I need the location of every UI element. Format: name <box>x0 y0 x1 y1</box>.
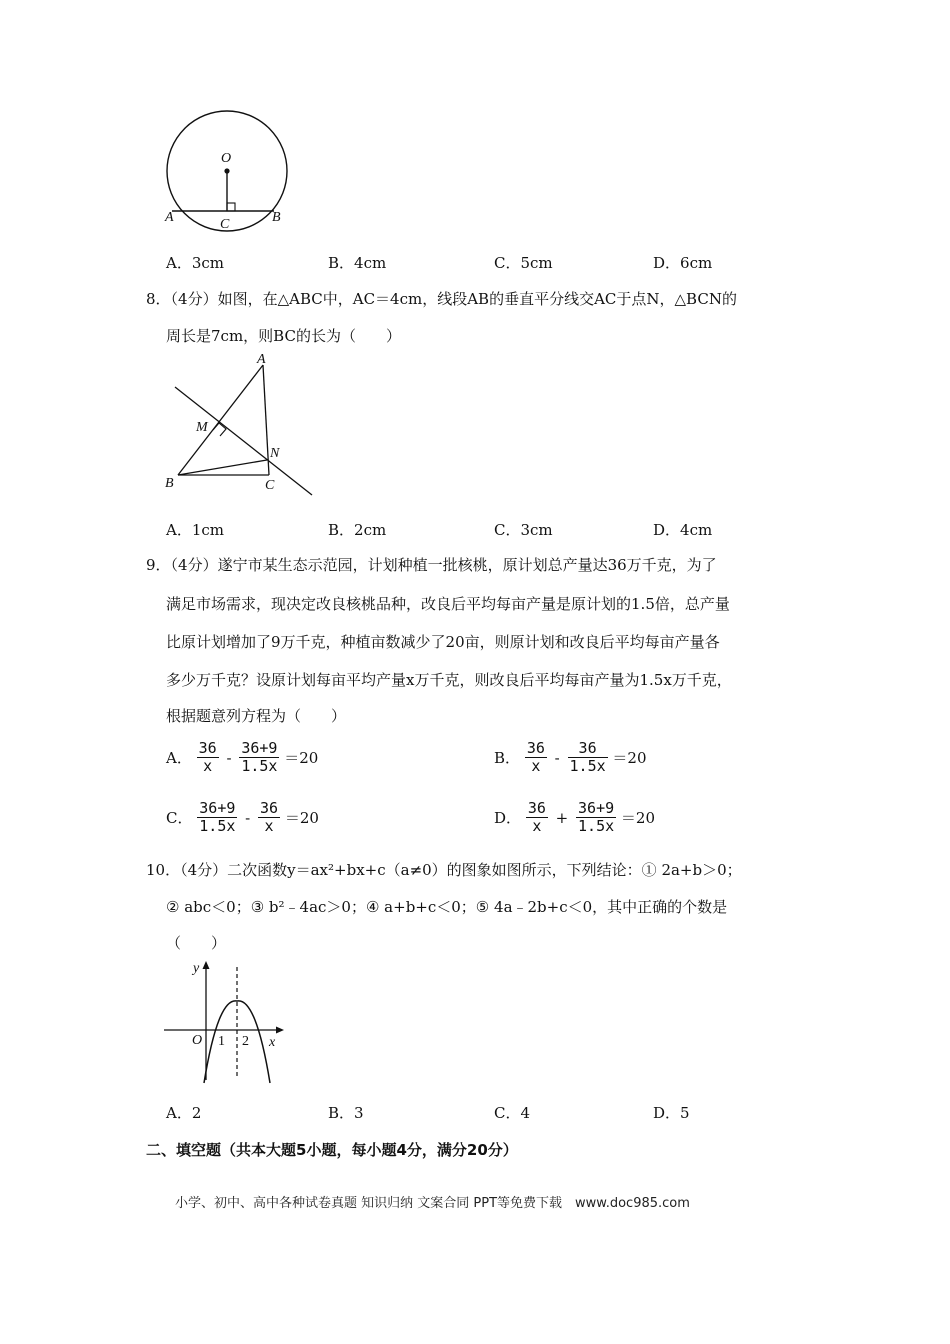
q10-parabola-figure <box>160 955 290 1085</box>
q10-option-a[interactable]: A．2 <box>166 1104 202 1122</box>
fraction: $\frac{36}{x}$ <box>260 799 279 835</box>
label-n: N <box>270 446 280 461</box>
q8-triangle-figure <box>160 350 325 500</box>
q7-option-b[interactable]: B．4cm <box>328 254 387 272</box>
q9-option-b[interactable]: B． $\frac{36}{x}$ - $\frac{36}{1.5x}$ ＝20 <box>494 739 647 775</box>
label-b: B <box>272 210 281 225</box>
q9-option-a[interactable]: A． $\frac{36}{x}$ - $\frac{36+9}{1.5x}$ ＝20 <box>166 739 319 775</box>
q7-circle-figure <box>160 110 295 235</box>
q9-option-c[interactable]: C． $\frac{36+9}{1.5x}$ - $\frac{36}{x}$ ＝20 <box>166 799 319 835</box>
right-angle-mark <box>227 203 235 211</box>
parabola-curve <box>204 1001 270 1083</box>
q8-option-d[interactable]: D．4cm <box>653 521 713 539</box>
q9-text-line4: 多少万千克？设原计划每亩平均产量x万千克，则改良后平均每亩产量为1.5x万千克， <box>166 671 732 689</box>
page-footer: 小学、初中、高中各种试卷真题 知识归纳 文案合同 PPT等免费下载 www.doc985.com <box>175 1196 690 1211</box>
segment-bn <box>178 460 267 475</box>
q8-option-c[interactable]: C．3cm <box>494 521 553 539</box>
y-axis-arrow <box>203 961 210 969</box>
q10-text-line2: ② abc＜0；③ b²﹣4ac＞0；④ a+b+c＜0；⑤ 4a﹣2b+c＜0，其中正确的个数是 <box>166 898 728 916</box>
q10-text-line3: （ ） <box>166 934 227 952</box>
section-2-heading: 二、填空题（共本大题5小题，每小题4分，满分20分） <box>146 1141 518 1159</box>
label-a: A <box>165 210 174 225</box>
fraction: $\frac{36}{1.5x}$ <box>569 739 606 775</box>
q9-text-line2: 满足市场需求，现决定改良核桃品种，改良后平均每亩产量是原计划的1.5倍，总产量 <box>166 595 730 613</box>
q7-option-d[interactable]: D．6cm <box>653 254 713 272</box>
fraction: $\frac{36+9}{1.5x}$ <box>199 799 236 835</box>
center-dot <box>224 168 229 173</box>
q7-option-c[interactable]: C．5cm <box>494 254 553 272</box>
q10-text-line1: 10．（4分）二次函数y＝ax²+bx+c（a≠0）的图象如图所示，下列结论：① 2a+b＞0； <box>146 861 742 879</box>
label-b: B <box>165 476 174 491</box>
label-x: x <box>269 1035 276 1050</box>
q10-option-c[interactable]: C．4 <box>494 1104 531 1122</box>
q9-option-d[interactable]: D． $\frac{36}{x}$ + $\frac{36+9}{1.5x}$ ＝20 <box>494 799 656 835</box>
fraction: $\frac{36}{x}$ <box>526 739 545 775</box>
q9-text-line1: 9．（4分）遂宁市某生态示范园，计划种植一批核桃，原计划总产量达36万千克，为了 <box>146 556 717 574</box>
fraction: $\frac{36+9}{1.5x}$ <box>578 799 615 835</box>
label-a: A <box>257 352 266 367</box>
fraction: $\frac{36+9}{1.5x}$ <box>241 739 278 775</box>
label-m: M <box>196 420 208 435</box>
fraction: $\frac{36}{x}$ <box>198 739 217 775</box>
side-ab <box>178 365 263 475</box>
q9-text-line3: 比原计划增加了9万千克，种植亩数减少了20亩，则原计划和改良后平均每亩产量各 <box>166 633 720 651</box>
fraction: $\frac{36}{x}$ <box>527 799 546 835</box>
label-tick-2: 2 <box>242 1034 249 1049</box>
label-o: O <box>221 151 232 166</box>
q10-option-d[interactable]: D．5 <box>653 1104 690 1122</box>
label-y: y <box>193 961 200 976</box>
q8-text-line1: 8．（4分）如图，在△ABC中，AC＝4cm，线段AB的垂直平分线交AC于点N，△BCN的 <box>146 290 737 308</box>
q8-option-b[interactable]: B．2cm <box>328 521 387 539</box>
q8-text-line2: 周长是7cm，则BC的长为（ ） <box>166 327 401 345</box>
label-c: C <box>265 478 275 493</box>
q9-text-line5: 根据题意列方程为（ ） <box>166 707 347 725</box>
q10-option-b[interactable]: B．3 <box>328 1104 364 1122</box>
q7-option-a[interactable]: A．3cm <box>166 254 225 272</box>
q8-option-a[interactable]: A．1cm <box>166 521 225 539</box>
label-c: C <box>220 217 230 232</box>
x-axis-arrow <box>276 1027 284 1034</box>
perpendicular-bisector <box>175 387 312 495</box>
label-tick-1: 1 <box>218 1034 225 1049</box>
label-origin: O <box>192 1033 203 1048</box>
